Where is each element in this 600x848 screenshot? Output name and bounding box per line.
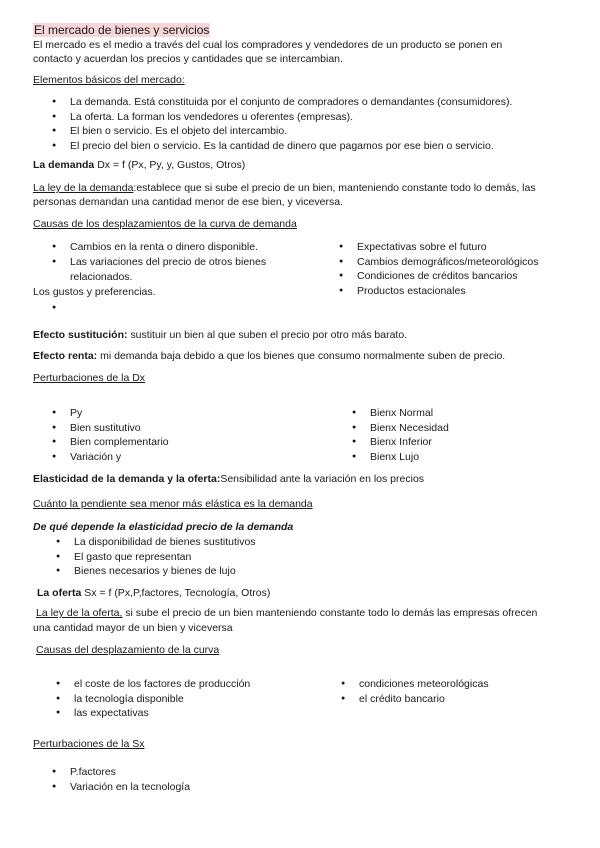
elementos-heading: Elementos básicos del mercado: [33, 74, 185, 86]
causas-demanda-left-list [52, 240, 266, 269]
list-item: ● condiciones meteorológicas [341, 677, 489, 692]
perturbaciones-sx-heading: Perturbaciones de la Sx [33, 738, 145, 750]
list-item: ● Condiciones de créditos bancarios [339, 269, 539, 284]
causas-demanda-orphan: Los gustos y preferencias. [33, 286, 156, 298]
ley-demanda-label: La ley de la demanda [33, 182, 134, 194]
list-item: ● las expectativas [56, 706, 250, 721]
causas-demanda-continuation: relacionados. [70, 271, 133, 283]
causas-demanda-right-list [339, 240, 539, 298]
list-item: ● Bienx Inferior [352, 435, 449, 450]
intro-line-1: El mercado es el medio a través del cual los compradores y vendedores de un producto se ponen en [33, 39, 503, 51]
perturbaciones-sx-list [52, 765, 190, 794]
list-item: ● Expectativas sobre el futuro [339, 240, 539, 255]
oferta-formula: Sx = f (Px,P,factores, Tecnología, Otros) [81, 587, 271, 599]
causas-oferta-right-list [341, 677, 489, 706]
list-item: ● Bien sustitutivo [52, 421, 169, 436]
oferta-formula-line [37, 586, 270, 600]
causas-oferta-left-list [56, 677, 250, 721]
elasticidad-line [33, 472, 424, 486]
list-item: ● P.factores [52, 765, 190, 780]
list-item: ● la tecnología disponible [56, 692, 250, 707]
efecto-renta-label: Efecto renta: [33, 350, 98, 362]
elasticidad-label: Elasticidad de la demanda y la oferta: [33, 473, 221, 485]
page-title: El mercado de bienes y servicios [34, 23, 210, 37]
depende-list [56, 535, 256, 579]
list-item: ● El precio del bien o servicio. Es la cantidad de dinero que pagamos por ese bien o servicio. [52, 139, 512, 154]
list-item: ● Variación en la tecnología [52, 780, 190, 795]
ley-demanda-line-1 [33, 181, 536, 195]
list-item: ● Bienx Normal [352, 406, 449, 421]
elementos-list [52, 95, 512, 153]
pendiente-note: Cuánto la pendiente sea menor más elástica es la demanda [33, 498, 313, 510]
perturbaciones-dx-right-list [352, 406, 449, 464]
efecto-renta-text: mi demanda baja debido a que los bienes que consumo normalmente suben de precio. [97, 350, 506, 362]
list-item: ● Productos estacionales [339, 284, 539, 299]
empty-bullet: ● [52, 304, 57, 311]
efecto-sustitucion-line [33, 328, 407, 342]
list-item: ● El bien o servicio. Es el objeto del intercambio. [52, 124, 512, 139]
list-item: ● El gasto que representan [56, 550, 256, 565]
list-item: ● Variación y [52, 450, 169, 465]
efecto-sustitucion-label: Efecto sustitución: [33, 329, 128, 341]
efecto-renta-line [33, 349, 505, 363]
list-item: ● La demanda. Está constituida por el conjunto de compradores o demandantes (consumidores). [52, 95, 512, 110]
efecto-sustitucion-text: sustituir un bien al que suben el precio por otro más barato. [127, 329, 408, 341]
elasticidad-text: Sensibilidad ante la variación en los precios [220, 473, 425, 485]
list-item: ● Bienx Lujo [352, 450, 449, 465]
ley-demanda-text: :establece que si sube el precio de un bien, manteniendo constante todo lo demás, las [133, 182, 536, 194]
ley-demanda-line-2: personas demandan una cantidad menor de ese bien, y viceversa. [33, 196, 343, 208]
list-item: ● el crédito bancario [341, 692, 489, 707]
oferta-label: La oferta [37, 587, 82, 599]
ley-oferta-line-2: una cantidad mayor de un bien y viceversa [33, 622, 233, 634]
ley-oferta-label: La ley de la oferta, [36, 607, 123, 619]
causas-oferta-heading: Causas del desplazamiento de la curva [36, 644, 220, 656]
list-item: ● Cambios demográficos/meteorológicos [339, 255, 539, 270]
perturbaciones-dx-left-list [52, 406, 169, 464]
ley-oferta-line-1 [36, 606, 537, 620]
list-item: ● el coste de los factores de producción [56, 677, 250, 692]
perturbaciones-dx-heading: Perturbaciones de la Dx [33, 372, 146, 384]
depende-heading: De qué depende la elasticidad precio de la demanda [33, 521, 294, 533]
list-item: ● La oferta. La forman los vendedores u oferentes (empresas). [52, 110, 512, 125]
demanda-label: La demanda [33, 159, 95, 171]
list-item: ● Py [52, 406, 169, 421]
demanda-formula-line [33, 158, 245, 172]
list-item: ● Cambios en la renta o dinero disponible. [52, 240, 266, 255]
list-item: ● Bienes necesarios y bienes de lujo [56, 564, 256, 579]
intro-line-2: contacto y acuerdan los precios y cantidades que se intercambian. [33, 53, 343, 65]
causas-demanda-heading: Causas de los desplazamientos de la curva de demanda [33, 218, 297, 230]
demanda-formula: Dx = f (Px, Py, y, Gustos, Otros) [94, 159, 246, 171]
list-item: ● Bien complementario [52, 435, 169, 450]
ley-oferta-text: si sube el precio de un bien manteniendo constante todo lo demás las empresas ofrecen [122, 607, 538, 619]
list-item: ● Las variaciones del precio de otros bienes [52, 255, 266, 270]
list-item: ● Bienx Necesidad [352, 421, 449, 436]
list-item: ● La disponibilidad de bienes sustitutivos [56, 535, 256, 550]
